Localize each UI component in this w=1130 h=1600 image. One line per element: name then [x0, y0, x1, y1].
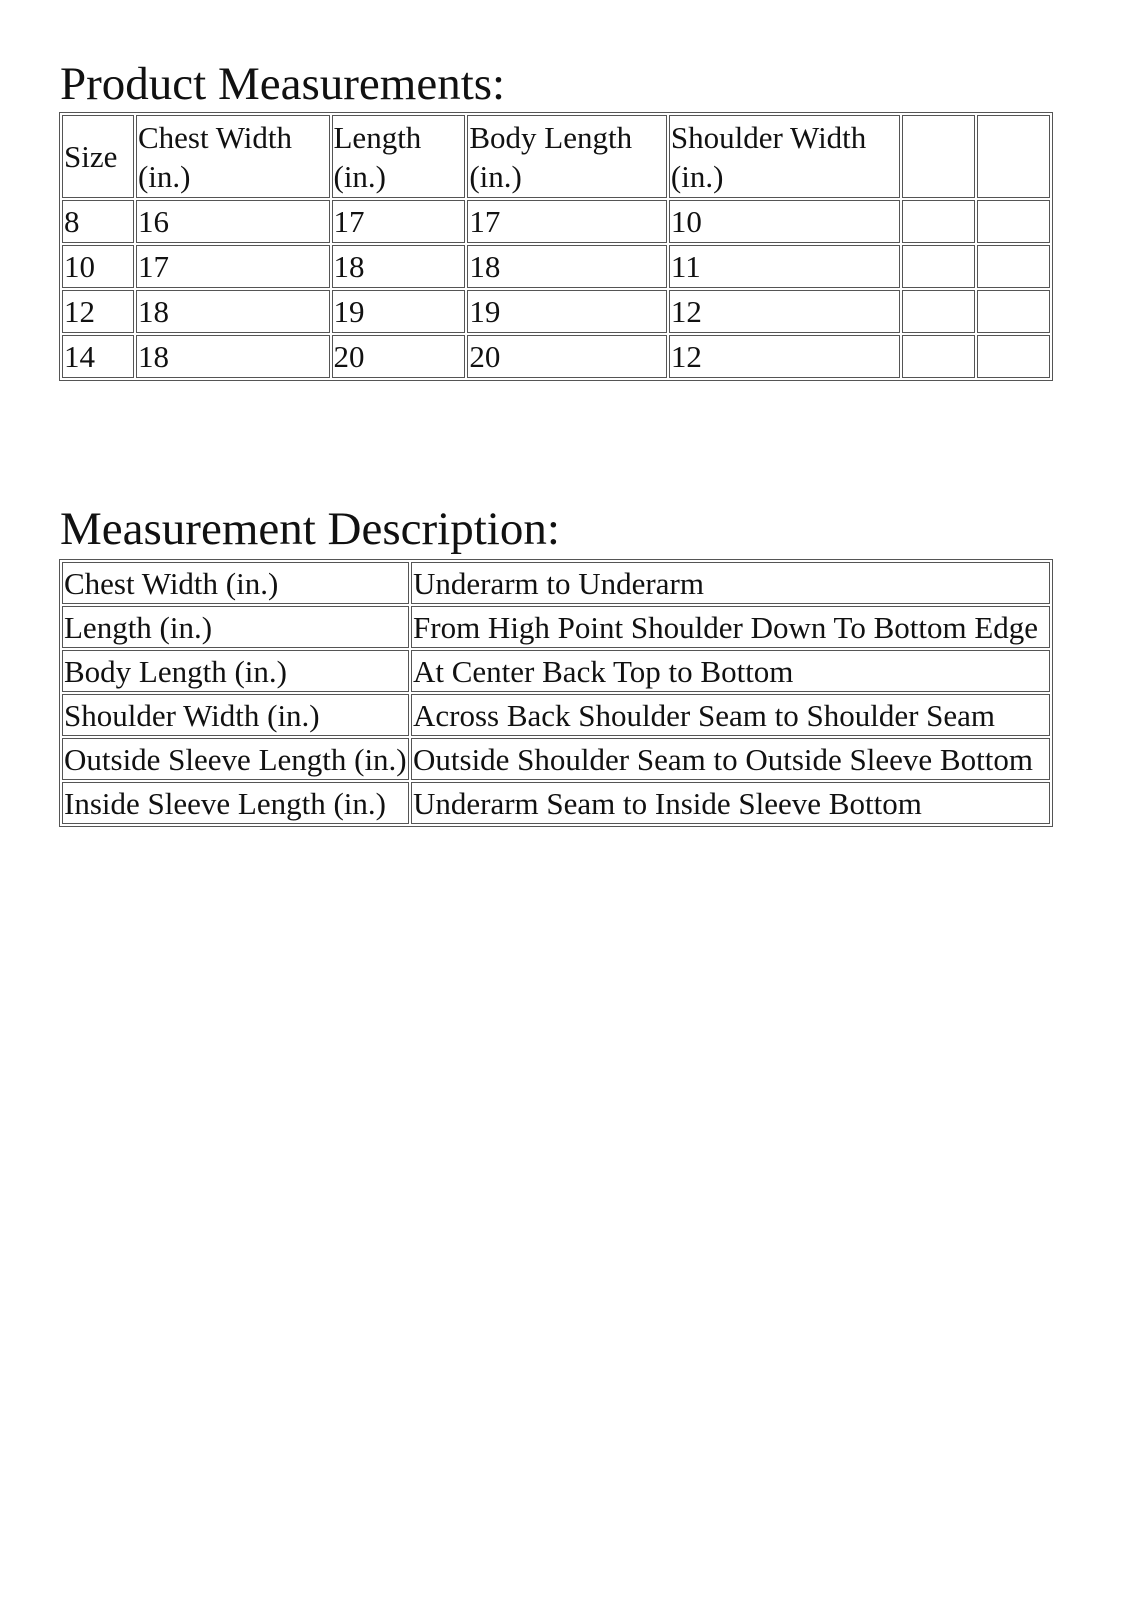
cell: 16 — [136, 200, 330, 243]
cell: 19 — [332, 290, 466, 333]
cell: 18 — [136, 335, 330, 378]
product-measurements-title: Product Measurements: — [60, 58, 506, 110]
cell — [902, 245, 975, 288]
cell: 20 — [332, 335, 466, 378]
cell — [977, 200, 1050, 243]
cell: 12 — [669, 335, 901, 378]
cell: 8 — [62, 200, 134, 243]
cell: 18 — [467, 245, 667, 288]
header-chest-width: Chest Width (in.) — [136, 115, 330, 198]
table-row — [62, 200, 1050, 243]
cell: 14 — [62, 335, 134, 378]
header-empty — [977, 115, 1050, 198]
product-measurements-table — [59, 112, 1053, 381]
table-row — [62, 650, 1050, 692]
table-row — [62, 738, 1050, 780]
cell: 17 — [332, 200, 466, 243]
cell: 19 — [467, 290, 667, 333]
header-body-length: Body Length (in.) — [467, 115, 667, 198]
table-header-row — [62, 115, 1050, 198]
measurement-name: Length (in.) — [62, 606, 409, 648]
table-row — [62, 290, 1050, 333]
table-row — [62, 562, 1050, 604]
measurement-description: Underarm to Underarm — [411, 562, 1050, 604]
measurement-name: Body Length (in.) — [62, 650, 409, 692]
header-length: Length (in.) — [332, 115, 466, 198]
header-empty — [902, 115, 975, 198]
cell — [902, 290, 975, 333]
measurement-description: At Center Back Top to Bottom — [411, 650, 1050, 692]
measurement-description: Underarm Seam to Inside Sleeve Bottom — [411, 782, 1050, 824]
measurement-name: Chest Width (in.) — [62, 562, 409, 604]
measurement-name: Outside Sleeve Length (in.) — [62, 738, 409, 780]
table-row — [62, 782, 1050, 824]
measurement-name: Shoulder Width (in.) — [62, 694, 409, 736]
cell — [902, 200, 975, 243]
measurement-description-title: Measurement Description: — [60, 503, 560, 555]
cell: 18 — [332, 245, 466, 288]
cell: 17 — [136, 245, 330, 288]
cell — [977, 335, 1050, 378]
table-row — [62, 606, 1050, 648]
header-shoulder-width: Shoulder Width (in.) — [669, 115, 901, 198]
table-row — [62, 245, 1050, 288]
cell: 10 — [62, 245, 134, 288]
cell: 11 — [669, 245, 901, 288]
cell: 20 — [467, 335, 667, 378]
cell: 17 — [467, 200, 667, 243]
table-row — [62, 694, 1050, 736]
cell: 12 — [62, 290, 134, 333]
measurement-description: Across Back Shoulder Seam to Shoulder Seam — [411, 694, 1050, 736]
cell — [977, 245, 1050, 288]
cell — [902, 335, 975, 378]
cell — [977, 290, 1050, 333]
table-row — [62, 335, 1050, 378]
cell: 18 — [136, 290, 330, 333]
cell: 12 — [669, 290, 901, 333]
header-size: Size — [62, 115, 134, 198]
measurement-name: Inside Sleeve Length (in.) — [62, 782, 409, 824]
measurement-description: Outside Shoulder Seam to Outside Sleeve Bottom — [411, 738, 1050, 780]
cell: 10 — [669, 200, 901, 243]
measurement-description-table — [59, 559, 1053, 827]
measurement-description: From High Point Shoulder Down To Bottom Edge — [411, 606, 1050, 648]
